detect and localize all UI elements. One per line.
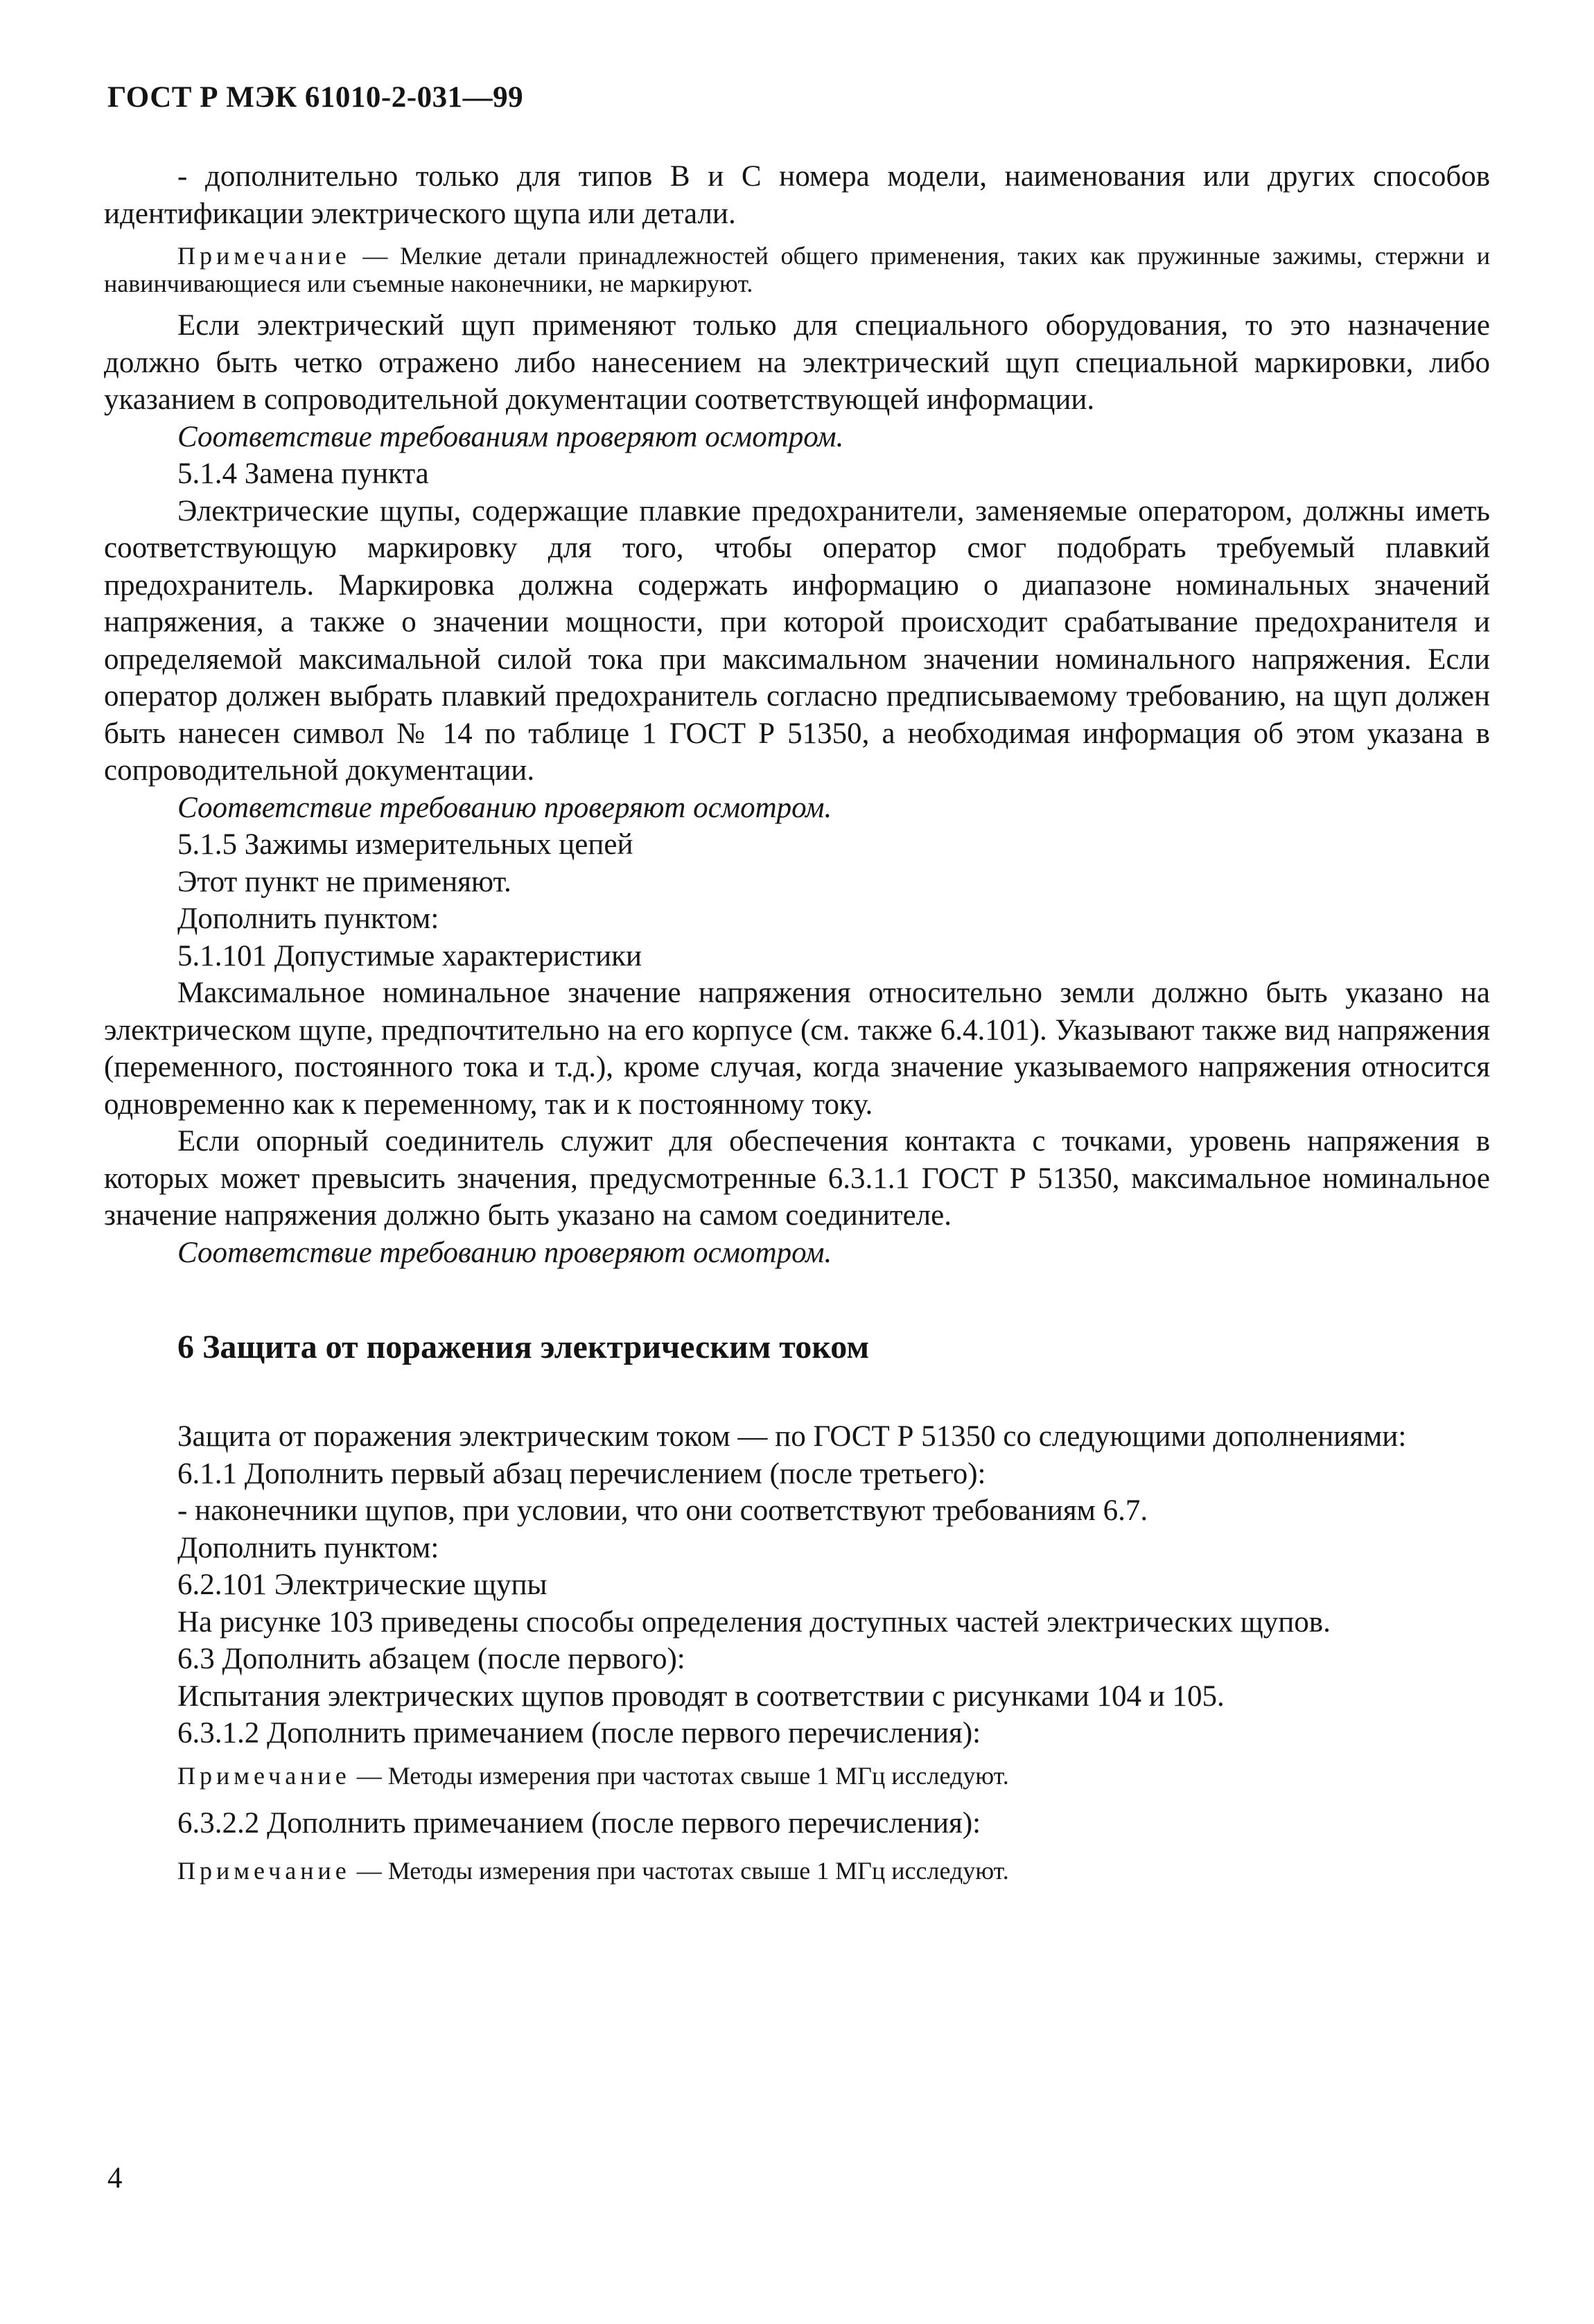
page-content [104, 158, 1490, 1885]
note-small-parts [104, 242, 1490, 297]
clause-5-1-5: 5.1.5 Зажимы измерительных цепей [177, 828, 633, 861]
clause-6-2-101: 6.2.101 Электрические щупы [177, 1569, 548, 1601]
paragraph-fuses: Электрические щупы, содержащие плавкие предохранители, заменяемые оператором, должны иметь соответствующую маркировку для того, чтобы оператор смог подобрать требуемый плавкий предохранитель. Маркировка должна содержать информацию о диапазоне номинальных значений напряжения, а также о значении мощности, при которой происходит срабатывание предохранителя и определяемой максимальной силой тока при максимальном значении номинального напряжения. Если оператор должен выбрать плавкий предохранитель согласно предписываемому требованию, на щуп должен быть нанесен символ № 14 по таблице 1 ГОСТ Р 51350, а необходимая информация об этом указана в сопроводительной документации. [104, 494, 1490, 787]
paragraph-not-applied: Этот пункт не применяют. [177, 865, 511, 898]
paragraph-figure-103: На рисунке 103 приведены способы определения доступных частей электрических щупов. [177, 1605, 1331, 1639]
note-measurement-methods [104, 1857, 1490, 1885]
list-item-probe-tips: - наконечники щупов, при условии, что они соответствуют требованиям 6.7. [177, 1494, 1148, 1527]
paragraph-figures-104-105: Испытания электрических щупов проводят в соответствии с рисунками 104 и 105. [177, 1679, 1225, 1713]
note-text: — Методы измерения при частотах свыше 1 МГц исследуют. [350, 1857, 1009, 1885]
compliance-check: Соответствие требованиям проверяют осмотром. [177, 420, 844, 453]
note-text: — Методы измерения при частотах свыше 1 МГц исследуют. [350, 1761, 1009, 1790]
compliance-check: Соответствие требованию проверяют осмотром. [177, 1236, 832, 1269]
page-number: 4 [107, 2162, 123, 2194]
clause-5-1-4: 5.1.4 Замена пункта [177, 457, 429, 490]
note-text: — Мелкие детали принадлежностей общего применения, таких как пружинные зажимы, стержни и навинчивающиеся или съемные наконечники, не маркируют. [104, 242, 1490, 297]
paragraph-add-clause: Дополнить пунктом: [177, 1531, 439, 1564]
paragraph-special-equipment: Если электрический щуп применяют только для специального оборудования, то это назначение должно быть четко отражено либо нанесением на электрический щуп специальной маркировки, либо указанием в сопроводительной документации соответствующей информации. [104, 309, 1490, 416]
paragraph-identification: - дополнительно только для типов В и С номера модели, наименования или других способов идентификации электрического щупа или детали. [104, 160, 1490, 230]
paragraph-reference-connector: Если опорный соединитель служит для обеспечения контакта с точками, уровень напряжения в которых может превысить значения, предусмотренные 6.3.1.1 ГОСТ Р 51350, максимальное номинальное значение напряжения должно быть указано на самом соединителе. [104, 1125, 1490, 1232]
clause-6-3-1-2: 6.3.1.2 Дополнить примечанием (после первого перечисления): [177, 1717, 981, 1749]
note-label: Примечание [177, 242, 351, 270]
note-label: Примечание [177, 1761, 351, 1790]
paragraph-protection: Защита от поражения электрическим током — по ГОСТ Р 51350 со следующими дополнениями: [177, 1420, 1407, 1453]
compliance-check: Соответствие требованию проверяют осмотром. [177, 791, 832, 824]
paragraph-rated-voltage: Максимальное номинальное значение напряжения относительно земли должно быть указано на электрическом щупе, предпочтительно на его корпусе (см. также 6.4.101). Указывают также вид напряжения (переменного, постоянного тока и т.д.), кроме случая, когда значение указываемого напряжения относится одновременно как к переменному, так и к постоянному току. [104, 977, 1490, 1121]
clause-6-1-1: 6.1.1 Дополнить первый абзац перечислением (после третьего): [177, 1457, 986, 1490]
section-6-heading: 6 Защита от поражения электрическим током [177, 1329, 870, 1365]
clause-6-3-2-2: 6.3.2.2 Дополнить примечанием (после первого перечисления): [177, 1806, 981, 1840]
note-measurement-methods [104, 1762, 1490, 1790]
clause-5-1-101: 5.1.101 Допустимые характеристики [177, 939, 642, 972]
clause-6-3: 6.3 Дополнить абзацем (после первого): [177, 1643, 685, 1675]
page-header-standard-id: ГОСТ Р МЭК 61010-2-031—99 [107, 81, 524, 114]
paragraph-add-clause: Дополнить пунктом: [177, 902, 439, 935]
note-label: Примечание [177, 1857, 351, 1885]
